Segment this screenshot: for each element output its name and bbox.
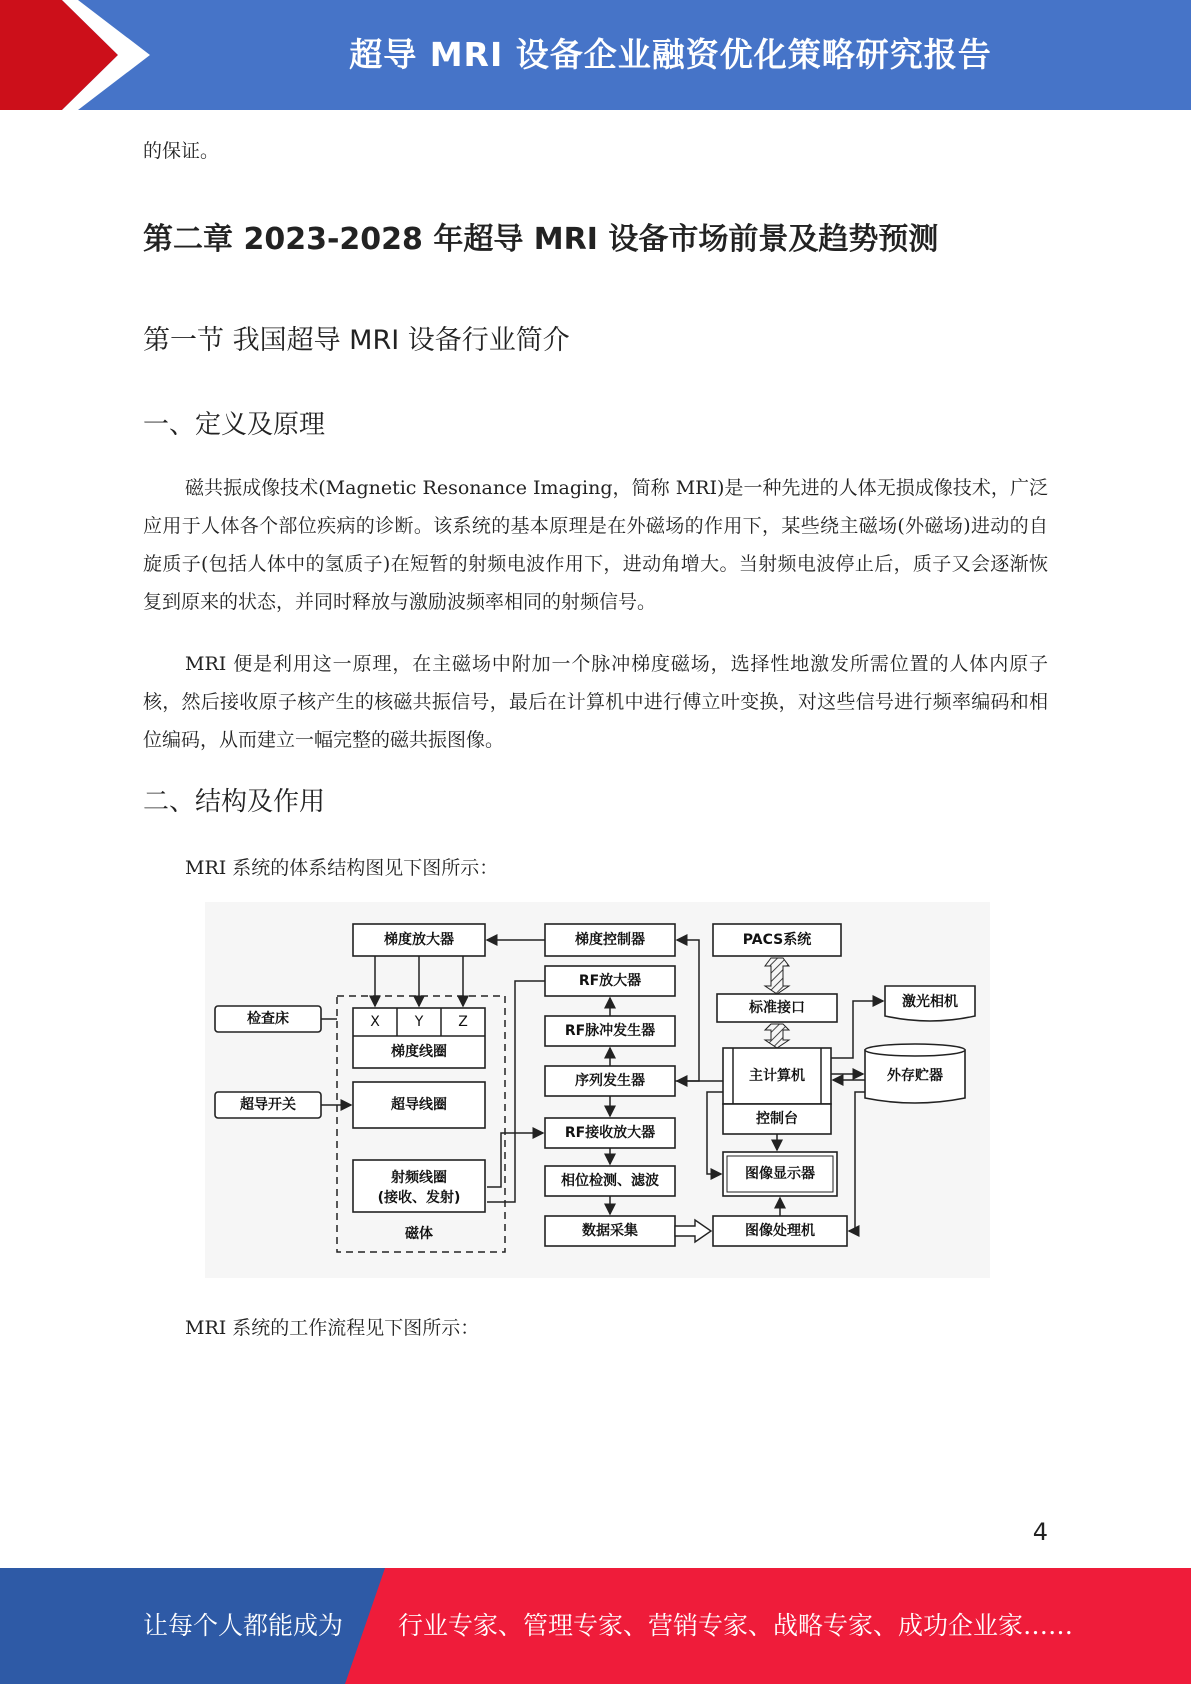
box-rf-coil [353,1160,485,1212]
box-image-processor [713,1216,847,1246]
box-superconducting-switch [215,1092,321,1118]
diagram-caption: MRI 系统的体系结构图见下图所示： [185,857,499,879]
box-gradient-amplifier [353,924,485,956]
box-xyz-gradient-coil [353,1008,485,1068]
svg-text:主计算机: 主计算机 [749,1068,805,1084]
page-footer [0,1568,1191,1684]
svg-text:相位检测、滤波: 相位检测、滤波 [561,1173,659,1189]
footer-slogan-left: 让每个人都能成为 [143,1611,344,1640]
box-data-acquisition [545,1216,675,1246]
label-magnet: 磁体 [405,1226,433,1242]
svg-text:梯度放大器: 梯度放大器 [384,932,454,948]
svg-text:超导开关: 超导开关 [240,1097,296,1113]
box-rf-receive-amplifier [545,1118,675,1148]
workflow-caption: MRI 系统的工作流程见下图所示： [185,1317,480,1339]
svg-text:激光相机: 激光相机 [902,994,958,1010]
box-sequence-generator [545,1066,675,1096]
paragraph-definition: 磁共振成像技术(Magnetic Resonance Imaging，简称 MRI)是一种先进的人体无损成像技术，广泛应用于人体各个部位疾病的诊断。该系统的基本原理是在外磁场的作用下，某些绕主磁场(外磁场)进动的自旋质子(包括人体中的氢质子)在短暂的射频电波作用下，进动角增大。当射频电波停止后，质子又会逐渐恢复到原来的状态，并同时释放与激励波频率相同的射频信号。 [143,477,1048,613]
chapter-title: 第二章 2023-2028 年超导 MRI 设备市场前景及趋势预测 [143,222,939,257]
svg-text:射频线圈: 射频线圈 [391,1170,447,1186]
box-console [723,1104,831,1134]
subsection-title-structure: 二、结构及作用 [143,787,326,817]
page-header [0,0,1191,110]
box-laser-camera [885,986,975,1021]
svg-text:控制台: 控制台 [756,1111,798,1127]
svg-text:RF接收放大器: RF接收放大器 [564,1125,656,1141]
svg-text:序列发生器: 序列发生器 [575,1073,645,1089]
box-phase-detection [545,1166,675,1196]
svg-text:图像处理机: 图像处理机 [745,1223,815,1239]
svg-text:Z: Z [458,1014,468,1030]
svg-text:PACS系统: PACS系统 [742,932,812,948]
report-title: 超导 MRI 设备企业融资优化策略研究报告 [349,35,992,74]
mri-architecture-diagram [205,902,990,1278]
svg-text:超导线圈: 超导线圈 [391,1097,447,1113]
box-superconducting-coil [353,1082,485,1128]
svg-text:梯度线圈: 梯度线圈 [391,1044,447,1060]
svg-text:外存贮器: 外存贮器 [887,1068,943,1084]
svg-text:图像显示器: 图像显示器 [745,1166,815,1182]
svg-text:数据采集: 数据采集 [582,1223,638,1239]
footer-slogan-right: 行业专家、管理专家、营销专家、战略专家、成功企业家…… [398,1611,1074,1640]
box-main-computer [723,1048,831,1104]
box-pacs-system [713,924,841,956]
svg-text:标准接口: 标准接口 [749,1000,805,1016]
page-number: 4 [1032,1518,1048,1546]
box-rf-amplifier [545,966,675,996]
box-image-display [723,1152,837,1196]
svg-text:RF脉冲发生器: RF脉冲发生器 [564,1023,656,1039]
header-chevron-decoration [0,0,160,110]
box-standard-interface [717,994,837,1022]
box-gradient-controller [545,924,675,956]
subsection-title-definition: 一、定义及原理 [143,410,326,440]
paragraph-principle: MRI 便是利用这一原理，在主磁场中附加一个脉冲梯度磁场，选择性地激发所需位置的人体内原子核，然后接收原子核产生的核磁共振信号，最后在计算机中进行傅立叶变换，对这些信号进行频率编码和相位编码，从而建立一幅完整的磁共振图像。 [143,653,1048,751]
box-rf-pulse-generator [545,1016,675,1046]
box-exam-bed [215,1006,321,1032]
svg-text:梯度控制器: 梯度控制器 [575,932,645,948]
box-external-storage [865,1044,965,1103]
section-title: 第一节 我国超导 MRI 设备行业简介 [143,325,570,356]
svg-text:Y: Y [414,1014,424,1030]
svg-text:检查床: 检查床 [247,1011,289,1027]
svg-text:X: X [370,1014,380,1030]
svg-text:(接收、发射): (接收、发射) [377,1190,461,1206]
svg-text:RF放大器: RF放大器 [578,973,642,989]
lead-text: 的保证。 [143,140,220,162]
